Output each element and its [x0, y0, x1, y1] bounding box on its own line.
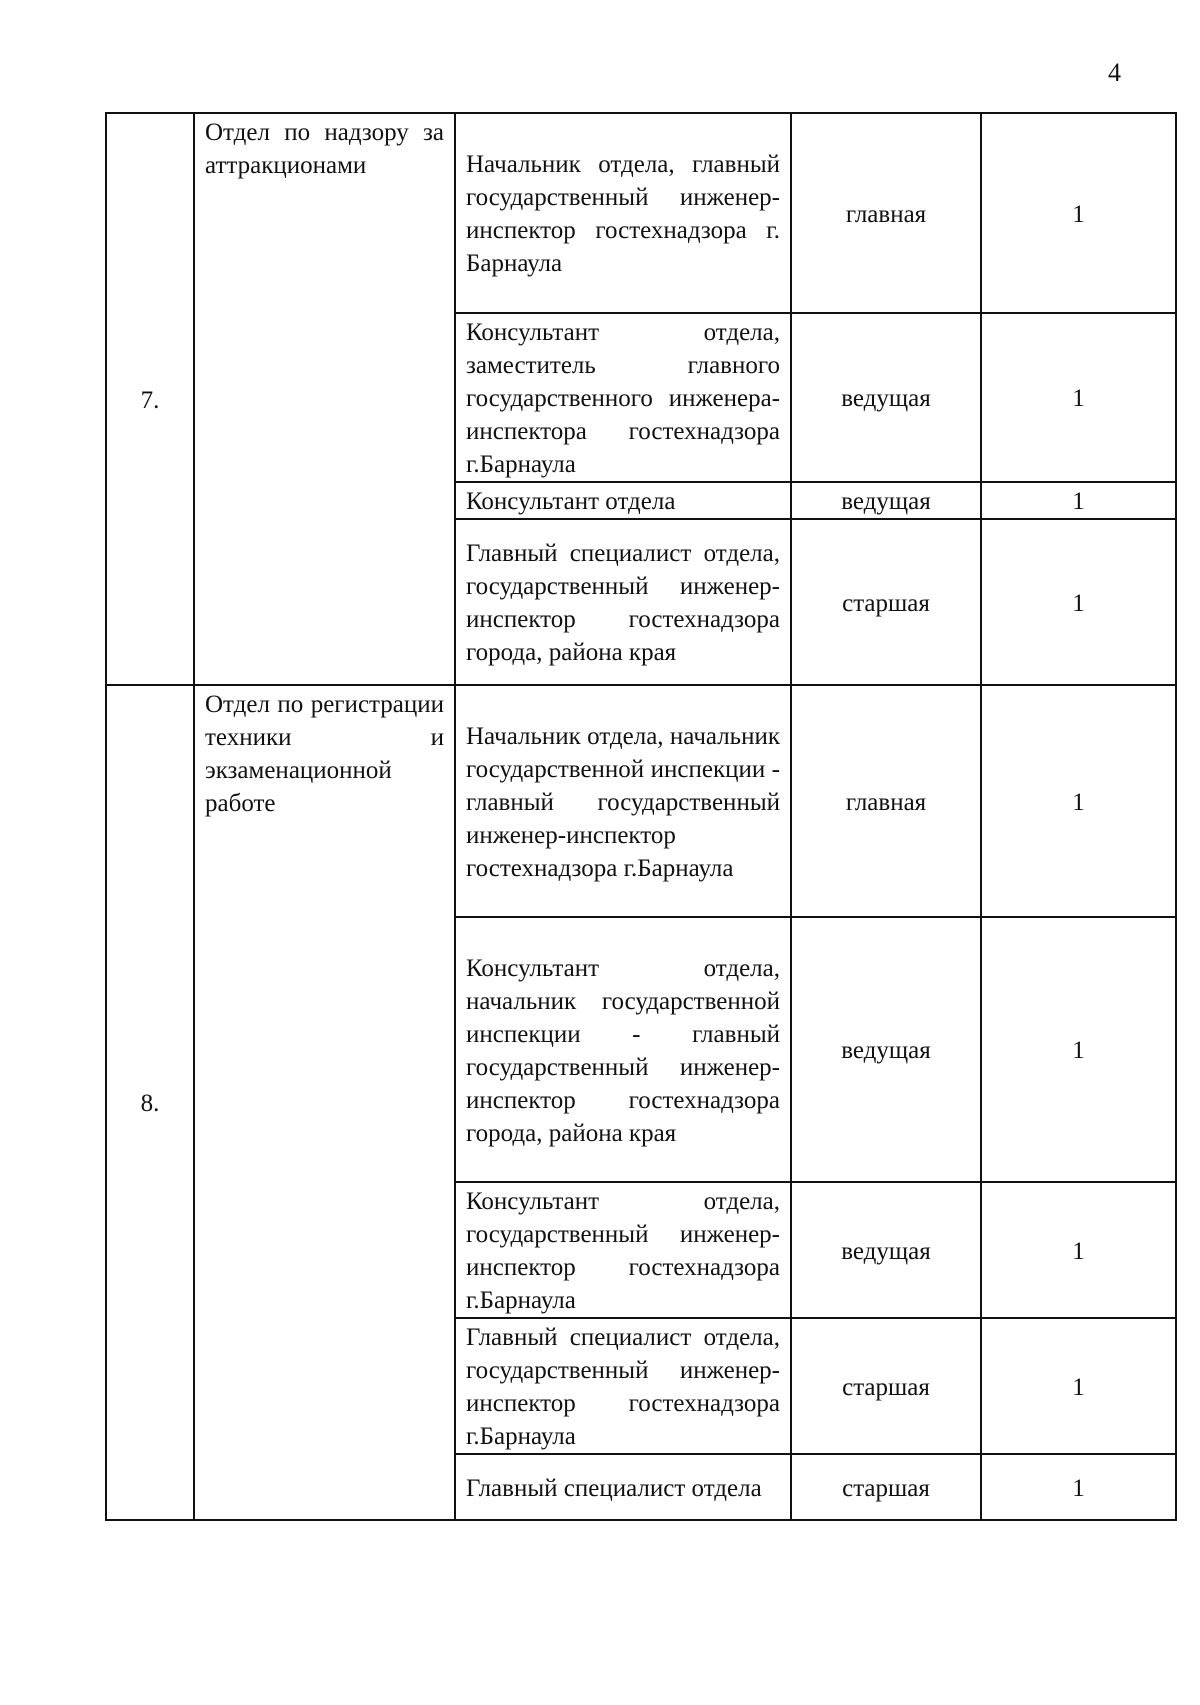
position-group: главная: [791, 113, 981, 313]
staffing-table: [105, 112, 1177, 1521]
position-title: Главный специалист отдела, государственный инженер-инспектор гостехнадзора г.Барнаула: [455, 1318, 791, 1454]
position-group: ведущая: [791, 1182, 981, 1318]
position-count: 1: [981, 1182, 1176, 1318]
position-title: Консультант отдела, государственный инженер-инспектор гостехнадзора г.Барнаула: [455, 1182, 791, 1318]
position-group: ведущая: [791, 482, 981, 519]
position-title: Главный специалист отдела, государственный инженер-инспектор гостехнадзора города, района края: [455, 519, 791, 685]
position-title: Главный специалист отдела: [455, 1454, 791, 1520]
position-title: Консультант отдела, заместитель главного государственного инженера-инспектора гостехнадзора г.Барнаула: [455, 313, 791, 482]
table-row: [106, 685, 1176, 917]
position-title: Начальник отдела, главный государственный инженер-инспектор гостехнадзора г. Барнаула: [455, 113, 791, 313]
position-count: 1: [981, 685, 1176, 917]
table-row: [106, 113, 1176, 313]
position-title: Начальник отдела, начальник государственной инспекции - главный государственный инженер-инспектор гостехнадзора г.Барнаула: [455, 685, 791, 917]
position-count: 1: [981, 113, 1176, 313]
page-number: 4: [1108, 58, 1121, 87]
position-group: главная: [791, 685, 981, 917]
position-title: Консультант отдела: [455, 482, 791, 519]
position-group: ведущая: [791, 313, 981, 482]
position-count: 1: [981, 917, 1176, 1182]
section-number: 8.: [106, 685, 194, 1520]
position-count: 1: [981, 482, 1176, 519]
position-count: 1: [981, 1454, 1176, 1520]
position-group: старшая: [791, 1318, 981, 1454]
position-count: 1: [981, 519, 1176, 685]
position-group: ведущая: [791, 917, 981, 1182]
position-title: Консультант отдела, начальник государственной инспекции - главный государственный инженер-инспектор гостехнадзора города, района края: [455, 917, 791, 1182]
position-count: 1: [981, 313, 1176, 482]
position-group: старшая: [791, 519, 981, 685]
position-group: старшая: [791, 1454, 981, 1520]
department-name: Отдел по надзору за аттракционами: [194, 113, 455, 685]
section-number: 7.: [106, 113, 194, 685]
department-name: Отдел по регистрации техники и экзаменационной работе: [194, 685, 455, 1520]
position-count: 1: [981, 1318, 1176, 1454]
